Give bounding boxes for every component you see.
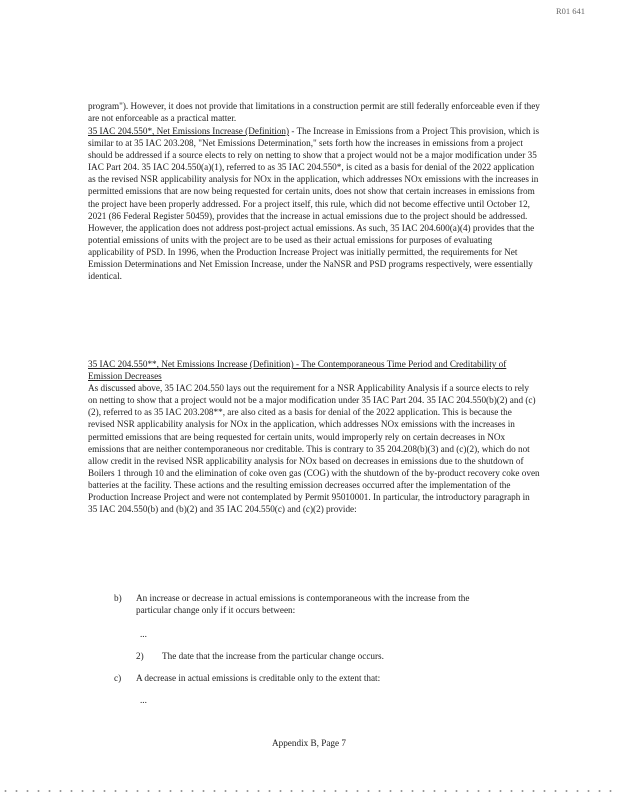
item-label: 2) bbox=[136, 651, 144, 661]
section-heading: 35 IAC 204.550*, Net Emissions Increase (Definition) bbox=[88, 126, 290, 136]
ellipsis: ... bbox=[140, 695, 147, 705]
scan-edge-dots bbox=[0, 788, 618, 794]
item-label: c) bbox=[114, 673, 122, 683]
paragraph-body: As discussed above, 35 IAC 204.550 lays out the requirement for a NSR Applicability Analysis if a source elects to rely on netting to show that a project would not be a major modification under 35 IAC Part 204. 35 IAC 204.550(b)(2) and (c)(2), referred to as 35 IAC 203.208**, are also cited as a basis for denial of the 2022 application. This is because the revised NSR applicability analysis for NOx in the application, which addresses NOx emissions with the increases in permitted emissions that are being requested for certain units, would improperly rely on certain decreases in NOx emissions that are neither contemporaneous nor creditable. This is contrary to 35 204.208(b)(3) and (c)(2), which do not allow credit in the revised NSR applicability analysis for NOx based on decreases in emissions due to the shutdown of Boilers 1 through 10 and the elimination of coke oven gas (COG) with the shutdown of the by-product recovery coke oven batteries at the facility. These actions and the resulting emission decreases occurred after the implementation of the Production Increase Project and were not contemplated by Permit 95010001. In particular, the introductory paragraph in 35 IAC 204.550(b) and (b)(2) and 35 IAC 204.550(c) and (c)(2) provide: bbox=[88, 383, 540, 515]
item-text: The date that the increase from the particular change occurs. bbox=[162, 651, 384, 661]
item-label: b) bbox=[114, 593, 122, 603]
paragraph-contemporaneous-period bbox=[88, 358, 540, 515]
section-heading: 35 IAC 204.550**, Net Emissions Increase (Definition) - The Contemporaneous Time Period and Creditability of Emission Decreases bbox=[88, 359, 507, 382]
page-footer: Appendix B, Page 7 bbox=[271, 738, 346, 748]
document-id-header: R01 641 bbox=[556, 6, 586, 16]
item-text: A decrease in actual emissions is creditable only to the extent that: bbox=[136, 673, 381, 683]
paragraph-net-emissions-increase bbox=[88, 125, 540, 282]
item-text: An increase or decrease in actual emissions is contemporaneous with the increase from the particular change only if it occurs between: bbox=[136, 593, 470, 616]
paragraph-body: - The Increase in Emissions from a Project This provision, which is similar to at 35 IAC 203.208, "Net Emissions Determination," sets forth how the increases in emissions from a project should be addressed if a source elects to rely on netting to show that a project would not be a major modification under 35 IAC Part 204. 35 IAC 204.550(a)(1), referred to as 35 IAC 204.550*, is cited as a basis for denial of the 2022 application as the revised NSR applicability analysis for NOx in the application, which addresses NOx emissions with the increases in permitted emissions that are now being requested for certain units, does not show that certain increases in emissions from the project have been properly addressed. For a project itself, this rule, which did not become effective until October 12, 2021 (86 Federal Register 50459), provides that the increase in actual emissions due to the project should be addressed. However, the application does not address post-project actual emissions. As such, 35 IAC 204.600(a)(4) provides that the potential emissions of units with the project are to be used as their actual emissions for purposes of evaluating applicability of PSD. In 1996, when the Production Increase Project was initially permitted, the requirements for Net Emission Determinations and Net Emission Increase, under the NaNSR and PSD programs respectively, were essentially identical. bbox=[88, 126, 540, 282]
paragraph-intro: program"). However, it does not provide that limitations in a construction permit are still federally enforceable even if they are not enforceable as a practical matter. bbox=[88, 101, 540, 124]
ellipsis: ... bbox=[140, 629, 147, 639]
